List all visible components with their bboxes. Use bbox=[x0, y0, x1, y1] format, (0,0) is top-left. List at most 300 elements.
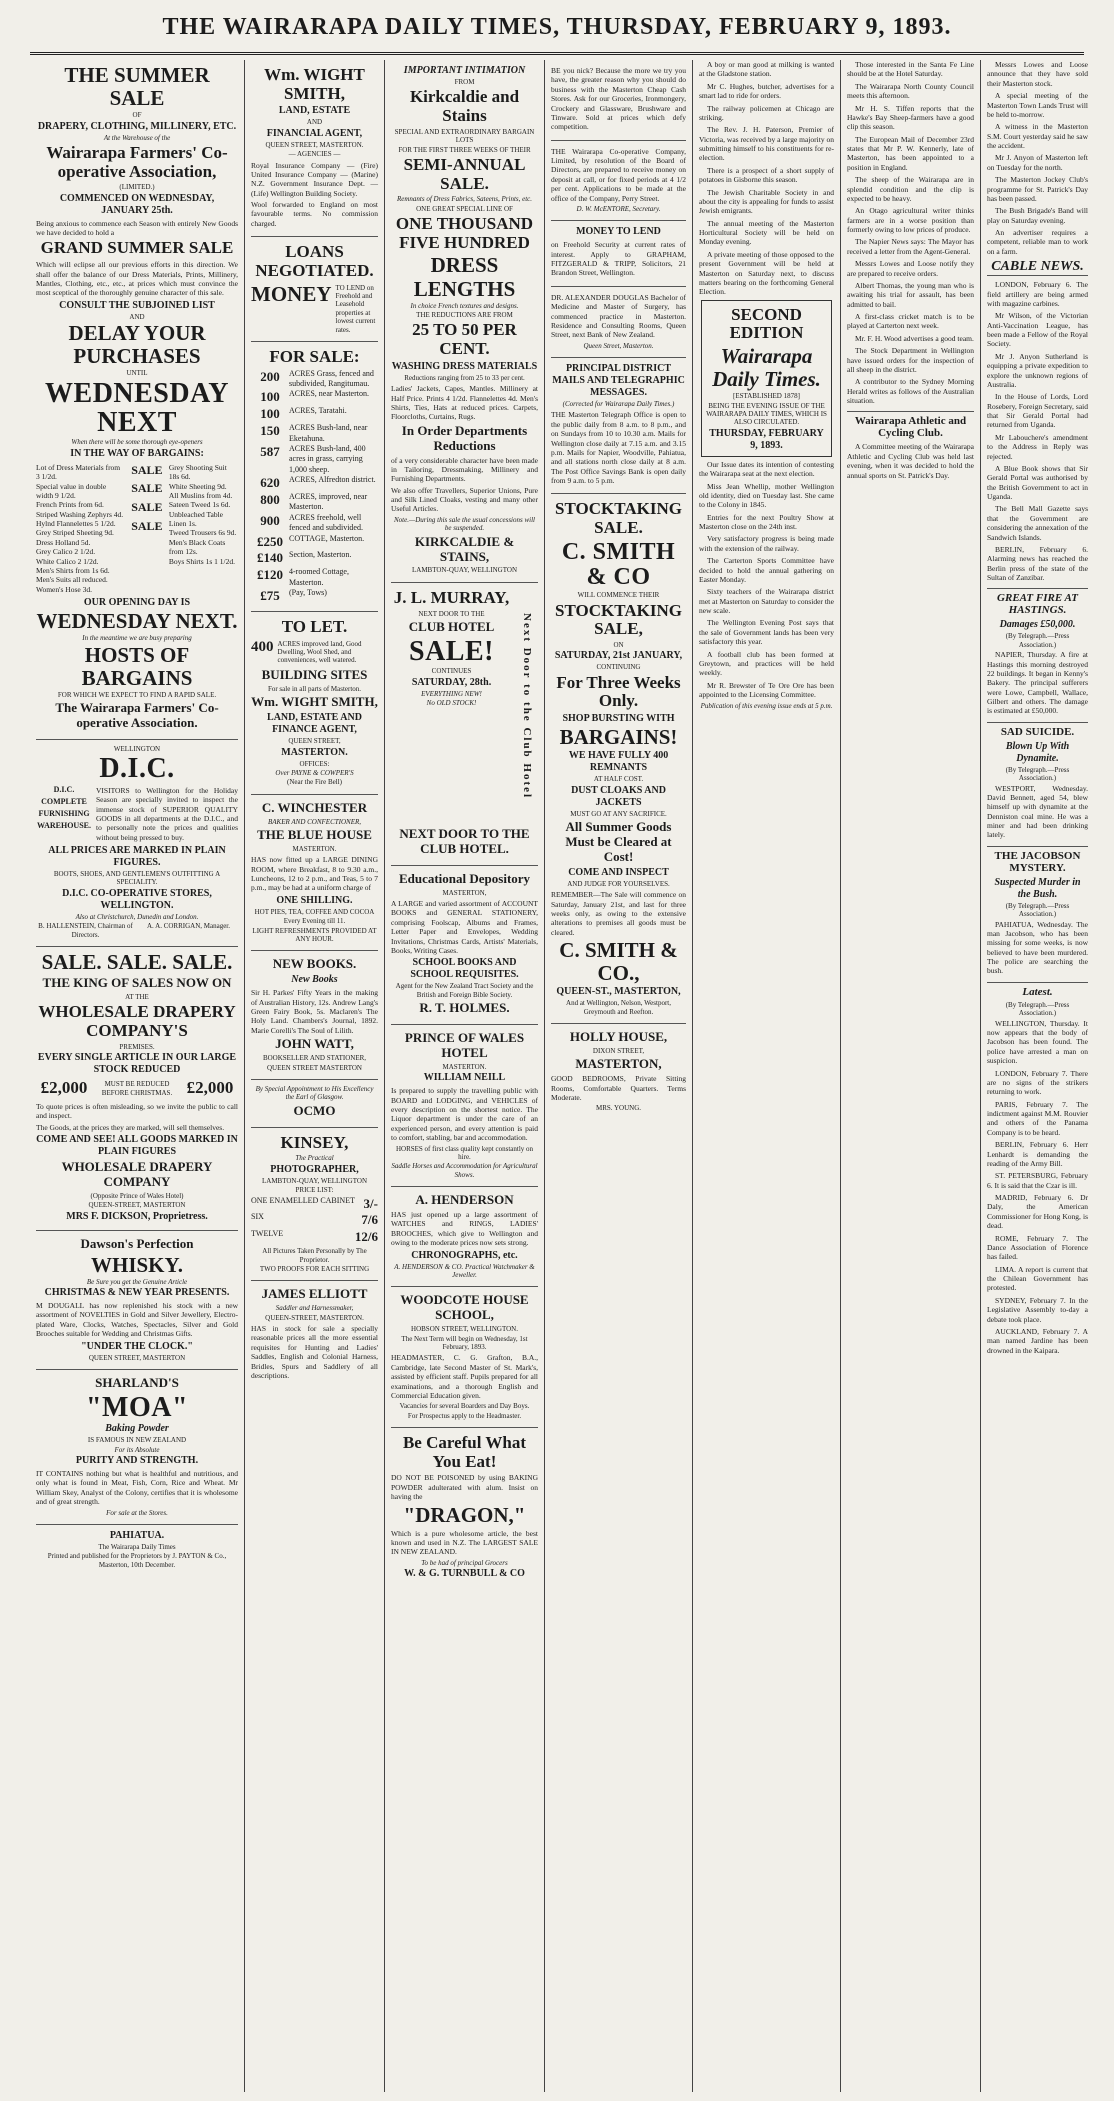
tolet-town: MASTERTON. bbox=[281, 746, 348, 758]
summer-sale-body: Which will eclipse all our previous efforts in this direction. We shall offer the balance of our Dress Materials, Prints, Millinery, Mantles, Clothing, etc., etc., at prices which must convince the most sceptical of the thoroughly genuine character of this sale. bbox=[36, 260, 238, 298]
murray-cont: CONTINUES bbox=[431, 667, 472, 676]
news-paragraph: A contributor to the Sydney Morning Herald writes as follows of the Australian situation. bbox=[847, 377, 974, 405]
elliott-name: JAMES ELLIOTT bbox=[261, 1286, 368, 1302]
murray-name: J. L. MURRAY, bbox=[393, 587, 510, 607]
news-paragraph: A private meeting of those opposed to the present Government will be held at Masterton on Saturday next, to discuss matters bearing on the forthcoming General Election. bbox=[699, 249, 834, 297]
educational-ad bbox=[391, 866, 538, 1025]
moa-body: IT CONTAINS nothing but what is healthful and nutritious, and only what is found in Meat, Fish, Corn, Rice and Wheat. Mr William Skey, Analyst of the Colony, certifies that it is wholesome and of great strength. bbox=[36, 1469, 238, 1507]
tolet-name: Wm. WIGHT SMITH, bbox=[251, 694, 378, 710]
coop-deposit-body: THE Wairarapa Co-operative Company, Limited, by resolution of the Board of Directors, are prepared to receive money on deposit at call, or for fixed periods at 4 1/2 per cent. Applications to be made at the office of the Company, Perry Street. bbox=[551, 146, 686, 203]
wholesale-queen: QUEEN-STREET, MASTERTON bbox=[88, 1201, 186, 1210]
kinsey-two: TWO PROOFS FOR EACH SITTING bbox=[259, 1264, 370, 1273]
property-amount: £140 bbox=[257, 550, 283, 566]
property-row bbox=[251, 513, 378, 534]
property-description: ACRES, Taratahi. bbox=[289, 406, 347, 416]
whisky-big: WHISKY. bbox=[90, 1252, 183, 1277]
summer-sale-of: OF bbox=[132, 111, 142, 120]
books-trade: BOOKSELLER AND STATIONER, bbox=[262, 1054, 367, 1063]
property-amount: 100 bbox=[260, 406, 280, 422]
wight-smith-ad bbox=[251, 60, 378, 237]
stock-for3: For Three Weeks Only. bbox=[556, 672, 681, 711]
list-item: Boys Shirts 1s 1 1/2d. bbox=[168, 556, 235, 566]
money-word: MONEY bbox=[251, 281, 332, 306]
property-description: ACRES Grass, fenced and subdivided, Rangitumau. bbox=[289, 368, 374, 388]
second-edition-header bbox=[701, 300, 832, 457]
hastings-body: NAPIER, Thursday. A fire at Hastings this morning destroyed 22 buildings. It began in Kenny's Bakery. The principal sufferers were Lowe, Campbell, Wallace, Gilbert and others. The damage is estimated at £50,000. bbox=[987, 650, 1088, 716]
holly-street: DIXON STREET, bbox=[592, 1046, 645, 1055]
list-item: Unbleached Table Linen 1s. bbox=[168, 509, 223, 529]
summer-sale-consult: CONSULT THE SUBJOINED LIST bbox=[59, 299, 215, 311]
news-paragraph: A witness in the Masterton S.M. Court yesterday said he saw the accident. bbox=[987, 122, 1088, 150]
cable-paragraph: LIMA. A report is current that the Chilean Government has protested. bbox=[987, 1264, 1088, 1293]
price-value: 12/6 bbox=[354, 1229, 378, 1245]
wight-agencies: Royal Insurance Company — (Fire) United Insurance Company — (Marine) N.Z. Government Insurance Dept. — (Life) Wellington Building Society. bbox=[251, 160, 378, 198]
price-label: SIX bbox=[251, 1212, 264, 1222]
list-item: Sateen Tweed 1s 6d. bbox=[168, 500, 231, 510]
henderson-ad bbox=[391, 1187, 538, 1287]
property-row bbox=[251, 406, 378, 423]
property-description: Section, Masterton. bbox=[289, 550, 352, 560]
wholesale-king: THE KING OF SALES NOW ON bbox=[42, 975, 232, 991]
news-paragraph: The Rev. J. H. Paterson, Premier of Victoria, was received by a large majority on submitting himself to his constituents for re-election. bbox=[699, 125, 834, 163]
property-amount: 587 bbox=[260, 443, 280, 459]
sale-word: SALE bbox=[131, 518, 163, 533]
news-paragraph: Our Issue dates its intention of contesting the Wairarapa seat at the next election. bbox=[699, 459, 834, 479]
property-amount: 900 bbox=[260, 512, 280, 528]
moa-sub: Baking Powder bbox=[105, 1423, 169, 1435]
imprint-print: Printed and published for the Proprietors by J. PAYTON & Co., Masterton, 10th December. bbox=[47, 1552, 227, 1569]
news-paragraphs-3 bbox=[847, 60, 974, 405]
whisky-sub: Be Sure you get the Genuine Article bbox=[86, 1277, 188, 1286]
cable-paragraph: The Bell Mall Gazette says that the Government are considering the annexation of the Sandwich Islands. bbox=[987, 504, 1088, 542]
elliott-trade: Saddler and Harnessmaker, bbox=[275, 1304, 354, 1313]
new-books-ad bbox=[251, 951, 378, 1080]
summer-sale-grand: GRAND SUMMER SALE bbox=[40, 238, 234, 258]
sale-word: SALE bbox=[131, 481, 163, 496]
property-amount: 800 bbox=[260, 491, 280, 507]
news-paragraph: The railway policemen at Chicago are striking. bbox=[699, 103, 834, 122]
news-paragraph: A football club has been formed at Greytown, and practices will be held weekly. bbox=[699, 649, 834, 678]
stock-sig: C. SMITH & CO., bbox=[559, 938, 678, 986]
news-paragraph: Miss Jean Whellip, mother Wellington old identity, died on Tuesday last. She came to the Colony in 1845. bbox=[699, 481, 834, 510]
news-paragraph: The annual meeting of the Masterton Horticultural Society will be held on Monday evening. bbox=[699, 218, 834, 247]
masthead-rule bbox=[30, 52, 1084, 55]
elliott-body: HAS in stock for sale a specially reasonable prices all the more essential requisites for Hunting and Ladies' Saddles, English and Colonial Harness, Bridles, Spurs and Saddlery of all descriptions. bbox=[251, 1324, 378, 1380]
stock-remnants: WE HAVE FULLY 400 REMNANTS bbox=[568, 750, 669, 774]
list-item: Tweed Trousers 6s 9d. bbox=[168, 528, 237, 538]
prince-of-wales-ad bbox=[391, 1025, 538, 1187]
col4-notice-1-body: BE you nick? Because the more we try you have, the greater reason why you should do business with the Masterton Cheap Cash Stores. Ask for our Groceries, Ironmongery, Crockery and Glassware, Brushware and Tinware. Sold at prices which defy competition. bbox=[551, 66, 686, 132]
dic-plain: ALL PRICES ARE MARKED IN PLAIN FIGURES. bbox=[48, 845, 226, 869]
woodcote-addr: HOBSON STREET, WELLINGTON. bbox=[411, 1325, 518, 1334]
news-paragraphs-1 bbox=[699, 60, 834, 297]
second-edition-title: SECOND EDITION bbox=[729, 304, 804, 343]
property-row bbox=[251, 423, 378, 444]
to-let-ad bbox=[251, 612, 378, 795]
property-row bbox=[251, 492, 378, 513]
property-row bbox=[251, 475, 378, 492]
jacobson-article bbox=[987, 920, 1088, 976]
property-description: ACRES, near Masterton. bbox=[289, 389, 369, 399]
list-item: Grey Shooting Suit 18s 6d. bbox=[168, 462, 227, 482]
summer-sale-when: When there will be some thorough eye-openers bbox=[71, 438, 203, 447]
murray-club: CLUB HOTEL bbox=[408, 618, 495, 634]
wholesale-prop: MRS F. DICKSON, Proprietress. bbox=[66, 1210, 208, 1222]
news-paragraph: An Otago agricultural writer thinks farmers are in a worse position than formerly owing to low prices of produce. bbox=[847, 206, 974, 234]
coop-deposit-ad bbox=[551, 141, 686, 222]
wight-fin: FINANCIAL AGENT, bbox=[266, 127, 363, 139]
wight-agents: — AGENCIES — bbox=[288, 150, 341, 159]
stocktaking-ad bbox=[551, 494, 686, 1024]
hende-name: A. HENDERSON bbox=[415, 1192, 514, 1208]
stock-addr: QUEEN-ST., MASTERTON, bbox=[556, 986, 681, 998]
elliott-ad bbox=[251, 1281, 378, 1388]
col4-notice-1 bbox=[551, 60, 686, 141]
stock-must: MUST GO AT ANY SACRIFICE. bbox=[570, 809, 667, 818]
summer-sale-for-which: FOR WHICH WE EXPECT TO FIND A RAPID SALE. bbox=[57, 690, 217, 699]
pub-note: Publication of this evening issue ends at 5 p.m. bbox=[700, 702, 833, 711]
col1-lower bbox=[36, 1231, 238, 1576]
stock-on: ON bbox=[613, 640, 624, 649]
tolet-street: QUEEN STREET, bbox=[288, 737, 341, 746]
wholesale-amount-text: MUST BE REDUCED BEFORE CHRISTMAS. bbox=[101, 1080, 173, 1097]
list-item: All Muslins from 4d. bbox=[168, 490, 233, 500]
news-paragraph: The Carterton Sports Committee have decided to hold the annual gathering on Easter Monday. bbox=[699, 556, 834, 584]
holly-town: MASTERTON, bbox=[575, 1056, 662, 1072]
kinsey-ad bbox=[251, 1128, 378, 1282]
pow-title: PRINCE OF WALES HOTEL bbox=[404, 1030, 525, 1060]
woodcote-title: WOODCOTE HOUSE SCHOOL, bbox=[400, 1292, 529, 1323]
loans-title: LOANS NEGOTIATED. bbox=[255, 242, 374, 280]
property-amount: £75 bbox=[260, 588, 280, 604]
list-item: Men's Shirts from 1s 6d. bbox=[36, 565, 110, 575]
summer-sale-wed2: WEDNESDAY NEXT. bbox=[36, 609, 238, 634]
property-amount: 150 bbox=[260, 423, 280, 439]
sale-word: SALE bbox=[131, 500, 163, 514]
stock-will: WILL COMMENCE THEIR bbox=[577, 591, 660, 600]
holly-house-ad bbox=[551, 1024, 686, 1120]
careful-big: "DRAGON," bbox=[403, 1502, 526, 1527]
dic-side bbox=[36, 784, 92, 844]
property-row bbox=[251, 369, 378, 390]
masthead bbox=[0, 14, 1114, 41]
list-item: Striped Washing Zephyrs 4d. bbox=[36, 509, 124, 519]
kirk-orders: In Order Departments Reductions bbox=[401, 422, 528, 453]
wight-name: Wm. WIGHT SMITH, bbox=[264, 65, 365, 103]
stock-come: COME AND INSPECT bbox=[568, 866, 669, 878]
news-paragraph: Entries for the next Poultry Show at Masterton close on the 24th inst. bbox=[699, 512, 834, 531]
wight-street: QUEEN STREET, MASTERTON. bbox=[265, 140, 364, 149]
whisky-queen: QUEEN STREET, MASTERTON bbox=[88, 1353, 186, 1362]
wholesale-opp: (Opposite Prince of Wales Hotel) bbox=[90, 1191, 184, 1200]
cable-news-title: CABLE NEWS. bbox=[987, 259, 1088, 276]
news-paragraph: The Masterton Jockey Club's programme for St. Patrick's Day has been passed. bbox=[987, 175, 1088, 203]
cable-paragraph: LONDON, February 7. There are no signs of the strikers returning to work. bbox=[987, 1068, 1088, 1097]
news-paragraph: A first-class cricket match is to be played at Carterton next week. bbox=[847, 312, 974, 331]
suicide-by: (By Telegraph.—Press Association.) bbox=[1005, 765, 1070, 783]
stock-date: SATURDAY, 21st JANUARY, bbox=[554, 650, 683, 662]
dic-sig-left: B. HALLENSTEIN, Chairman of Directors. bbox=[38, 922, 133, 939]
summer-sale-delay: DELAY YOUR PURCHASES bbox=[68, 321, 206, 369]
summer-sale-in-the-way: IN THE WAY OF BARGAINS: bbox=[70, 447, 204, 459]
wight-and: AND bbox=[306, 118, 323, 127]
price-label: ONE ENAMELLED CABINET bbox=[251, 1195, 355, 1205]
summer-sale-commences: COMMENCED ON WEDNESDAY, JANUARY 25th. bbox=[59, 192, 215, 216]
woodcote-ad bbox=[391, 1287, 538, 1428]
kirk-pct: 25 TO 50 PER CENT. bbox=[412, 320, 517, 359]
kirk-semi: SEMI-ANNUAL SALE. bbox=[403, 154, 526, 193]
stock-title: STOCKTAKING SALE. bbox=[555, 499, 682, 538]
news-paragraph: Those interested in the Santa Fe Line should be at the Hotel Saturday. bbox=[847, 60, 974, 79]
property-row bbox=[251, 550, 378, 567]
summer-sale-limited: (LIMITED.) bbox=[119, 183, 155, 192]
kirk-sig: KIRKCALDIE & STAINS, bbox=[414, 533, 515, 564]
murray-row bbox=[391, 587, 538, 825]
moa-big: "MOA" bbox=[85, 1391, 189, 1423]
wholesale-goods: The Goods, at the prices they are marked, will sell themselves. bbox=[36, 1122, 225, 1132]
kirk-from: FROM bbox=[454, 78, 475, 86]
news-paragraph: A special meeting of the Masterton Town Lands Trust will be held to-morrow. bbox=[987, 91, 1088, 119]
property-row bbox=[251, 588, 378, 605]
woodcote-fees: Vacancies for several Boarders and Day Boys. bbox=[399, 1402, 530, 1411]
dic-signatures bbox=[36, 922, 238, 939]
cable-paragraph: Mr J. Anyon Sutherland is equipping a private expedition to explore the unknown regions of Australia. bbox=[987, 351, 1088, 389]
stock-cont: CONTINUING bbox=[596, 663, 641, 672]
wholesale-amount-2: £2,000 bbox=[186, 1078, 234, 1098]
kirk-reductions: THE REDUCTIONS ARE FROM bbox=[416, 311, 513, 320]
woodcote-body: HEADMASTER, C. G. Grafton, B.A., Cambridge, late Second Master of St. Mark's, assisted by efficient staff. Pupils prepared for all examinations, and a thorough English and Commercial Education given. bbox=[391, 1353, 538, 1400]
kirk-we: We also offer Travellers, Superior Unions, Pure and Silk Lined Cloaks, vesting and many other Useful Articles. bbox=[391, 485, 538, 514]
murray-next2: NEXT DOOR TO THE CLUB HOTEL. bbox=[399, 825, 530, 856]
books-title: NEW BOOKS. bbox=[272, 956, 357, 972]
wholesale-ad bbox=[36, 947, 238, 1231]
dic-also: Also at Christchurch, Dunedin and London. bbox=[75, 912, 199, 921]
kirk-for3: FOR THE FIRST THREE WEEKS OF THEIR bbox=[398, 145, 531, 154]
cable-news-paragraphs bbox=[987, 280, 1088, 582]
books-list: Sir H. Parkes' Fifty Years in the making of Australian History, 12s. Andrew Lang's Green Fairy Book, 5s. Maclaren's The Holy Land. Chambers's Journal, 1892. Marie Corelli's The Soul of Lilith. bbox=[251, 988, 378, 1035]
summer-sale-intro: Being anxious to commence each Season with entirely New Goods we have decided to hold a bbox=[36, 218, 238, 238]
holly-body: GOOD BEDROOMS, Private Sitting Rooms, Comfortable Quarters. Terms Moderate. bbox=[551, 1074, 686, 1103]
stock-sale: STOCKTAKING SALE, bbox=[555, 600, 682, 639]
price-value: 3/- bbox=[363, 1195, 378, 1211]
property-amount: £250 bbox=[257, 533, 283, 549]
cable-paragraph: MADRID, February 6. Dr Daly, the American Commissioner for Hong Kong, is dead. bbox=[987, 1193, 1088, 1231]
pow-body: Is prepared to supply the travelling public with BOARD and LODGING, and VEHICLES of every description on the shortest notice. The Liquor department is under the care of an experienced person, and every attention is paid to comfort, stabling, bar and accommodation. bbox=[391, 1086, 538, 1143]
news-paragraph: The sheep of the Wairarapa are in splendid condition and the clip is expected to be heavy. bbox=[847, 175, 974, 203]
winchester-one: ONE SHILLING. bbox=[276, 894, 353, 906]
whisky-ad bbox=[36, 1231, 238, 1370]
murray-no: No OLD STOCK! bbox=[426, 699, 477, 708]
dic-title: D.I.C. bbox=[99, 753, 175, 785]
list-item: Grey Striped Sheeting 9d. bbox=[36, 528, 114, 538]
hair-body: An advertiser requires a competent, reliable man to work on a farm. bbox=[987, 228, 1088, 256]
kirk-washing: WASHING DRESS MATERIALS bbox=[391, 360, 538, 372]
edu-title: Educational Depository bbox=[398, 870, 531, 886]
summer-sale-meantime: In the meantime we are busy preparing bbox=[82, 634, 192, 643]
stock-half: AT HALF COST. bbox=[593, 775, 644, 784]
imprint-name: PAHIATUA. bbox=[109, 1529, 165, 1541]
building-sites-text: For sale in all parts of Masterton. bbox=[267, 684, 362, 693]
money-lend-title: MONEY TO LEND bbox=[576, 226, 661, 238]
murray-sat: SATURDAY, 28th. bbox=[411, 676, 492, 688]
latest-body: WELLINGTON, Thursday. It now appears that the body of Jacobson has been found. The police have arrested a man on suspicion. bbox=[987, 1018, 1088, 1066]
price-row bbox=[251, 1196, 378, 1213]
kirkcaldie-ad bbox=[391, 60, 538, 583]
money-text: TO LEND on Freehold and Leasehold properties at lowest current rates. bbox=[335, 283, 376, 334]
news-paragraph: Mr. F. H. Wood advertises a good team. bbox=[855, 333, 974, 343]
summer-sale-assoc2: The Wairarapa Farmers' Co-operative Association. bbox=[55, 700, 219, 731]
cocoa-ad bbox=[251, 1080, 378, 1128]
winchester-body: HAS now fitted up a LARGE DINING ROOM, where Breakfast, 8 to 9.30 a.m., Luncheons, 12 to 2 p.m., and Teas, 5 to 7 p.m., may be had at a uniform charge of bbox=[251, 855, 378, 893]
news-paragraph: The Bush Brigade's Band will play on Saturday evening. bbox=[987, 206, 1088, 225]
news-paragraph: The Wellington Evening Post says that the sale of Government lands has been very satisfactory this year. bbox=[699, 618, 834, 647]
property-description: ACRES freehold, well fenced and subdivided. bbox=[289, 512, 363, 533]
sale-word: SALE bbox=[131, 462, 163, 477]
elliott-addr: QUEEN-STREET, MASTERTON. bbox=[265, 1313, 364, 1322]
cable-paragraph: PARIS, February 7. The indictment against M.M. Rouvier and others of the Panama Company is to be heard. bbox=[987, 1099, 1088, 1137]
bargain-list-right bbox=[169, 463, 238, 594]
second-edition-est: [ESTABLISHED 1878] bbox=[733, 392, 800, 401]
postal-sub: (Corrected for Wairarapa Daily Times.) bbox=[562, 400, 675, 409]
list-item: Grey Calico 2 1/2d. bbox=[36, 547, 96, 557]
cable-paragraph: AUCKLAND, February 7. A man named Jardine has been drowned in the Kaipara. bbox=[987, 1326, 1088, 1355]
stock-bargains: BARGAINS! bbox=[559, 725, 678, 750]
kinsey-addr: LAMBTON-QUAY, WELLINGTON bbox=[262, 1176, 367, 1185]
winchester-trade: BAKER AND CONFECTIONER, bbox=[267, 817, 361, 826]
cable-paragraph: BERLIN, February 6. Herr Lenhardt is demanding the reading of the Army Bill. bbox=[987, 1140, 1088, 1168]
stock-shop: SHOP BURSTING WITH bbox=[562, 713, 675, 725]
to-let-text: ACRES improved land, Good Dwelling, Wool Shed, and conveniences, well watered. bbox=[277, 639, 362, 665]
column-7 bbox=[980, 60, 1094, 2092]
winchester-shop: THE BLUE HOUSE bbox=[257, 827, 372, 843]
murray-next: NEXT DOOR TO THE bbox=[418, 609, 485, 618]
moa-ad bbox=[36, 1370, 238, 1525]
price-label: TWELVE bbox=[251, 1229, 284, 1239]
col1-lower-left bbox=[36, 1231, 238, 1576]
dic-body: VISITORS to Wellington for the Holiday Season are specially invited to inspect the immense stock of SUPERIOR QUALITY GOODS in all departments at the D.I.C., and to personally note the prices and qualities without being pressed to buy. bbox=[96, 785, 238, 842]
dic-ad bbox=[36, 740, 238, 947]
list-item: Special value in double width 9 1/2d. bbox=[36, 481, 107, 500]
property-description: ACRES, Alfredton district. bbox=[289, 475, 376, 485]
edu-sch: SCHOOL BOOKS AND SCHOOL REQUISITES. bbox=[410, 957, 519, 981]
winchester-lr: LIGHT REFRESHMENTS PROVIDED AT ANY HOUR. bbox=[252, 926, 377, 944]
summer-sale-hosts: HOSTS OF BARGAINS bbox=[81, 642, 193, 690]
hende-chrono: CHRONOGRAPHS, etc. bbox=[411, 1249, 518, 1261]
property-description: ACRES Bush-land, near Eketahuna. bbox=[289, 423, 368, 443]
news-paragraph: Mr J. Anyon of Masterton left on Tuesday for the north. bbox=[987, 153, 1088, 172]
tolet-role: LAND, ESTATE AND FINANCE AGENT, bbox=[267, 712, 362, 736]
kirk-special: SPECIAL AND EXTRAORDINARY BARGAIN LOTS bbox=[394, 127, 535, 145]
property-amount: 200 bbox=[260, 368, 280, 384]
for-sale-title: FOR SALE: bbox=[269, 346, 360, 366]
pow-extra: Saddle Horses and Accommodation for Agricultural Shows. bbox=[391, 1162, 538, 1179]
property-amount: £120 bbox=[257, 567, 283, 583]
wholesale-sale: SALE. SALE. SALE. bbox=[41, 949, 233, 974]
postal-body: THE Masterton Telegraph Office is open to the public daily from 8 a.m. to 8 p.m., and on Sundays from 10 to 10.30 a.m. Mails for Wellington close daily at 7.15 a.m. and 3.15 p.m. Mails for Napier, Woodville, Pahiatua, and all stations north close daily at 8 a.m. The Post Office Savings Bank is open daily from 9 a.m. to 5 p.m. bbox=[551, 410, 686, 486]
news-paragraph: The Napier News says: The Mayor has received a letter from the Agent-General. bbox=[847, 237, 974, 256]
postal-title: PRINCIPAL DISTRICT MAILS AND TELEGRAPHIC MESSAGES. bbox=[552, 363, 685, 399]
dic-side-line: FURNISHING bbox=[38, 808, 90, 818]
latest-article bbox=[987, 1019, 1088, 1066]
money-row bbox=[251, 283, 378, 335]
suicide-article bbox=[987, 784, 1088, 840]
douglas-body: DR. ALEXANDER DOUGLAS Bachelor of Medicine and Master of Surgery, has commenced practice in Masterton. Residence and Consulting Rooms, Queen Street, next Bank of New Zealand. bbox=[551, 292, 686, 340]
list-item: Men's Suits all reduced. bbox=[36, 575, 108, 585]
hastings-sub: Damages £50,000. bbox=[999, 619, 1076, 631]
cable-paragraph: BERLIN, February 6. Alarming news has reached the Berlin press of the state of the Sultan of Zanzibar. bbox=[987, 544, 1088, 582]
cable-paragraph: In the House of Lords, Lord Rosebery, Foreign Secretary, said that Sir Gerald Portal had returned from Uganda. bbox=[987, 392, 1088, 430]
property-description: (Pay, Tows) bbox=[289, 588, 327, 598]
summer-sale-and: AND bbox=[129, 312, 145, 321]
careful-body: Which is a pure wholesome article, the best known and used in N.Z. The LARGEST SALE IN NEW ZEALAND. bbox=[391, 1528, 538, 1557]
news-paragraphs-2 bbox=[699, 460, 834, 700]
to-let-row bbox=[251, 639, 378, 666]
for-sale-list bbox=[251, 369, 378, 605]
wac-title: Wairarapa Athletic and Cycling Club. bbox=[847, 411, 974, 439]
cable-paragraph: ROME, February 7. The Dance Association of Florence has failed. bbox=[987, 1233, 1088, 1262]
news-paragraph: A boy or man good at milking is wanted at the Gladstone station. bbox=[699, 60, 834, 79]
summer-sale-line2: At the Warehouse of the bbox=[103, 133, 171, 142]
property-amount: 620 bbox=[260, 475, 280, 491]
property-row bbox=[251, 567, 378, 588]
price-value: 7/6 bbox=[361, 1212, 378, 1228]
winchester-hot: HOT PIES, TEA, COFFEE AND COCOA bbox=[254, 907, 375, 916]
moa-foot: For sale at the Stores. bbox=[106, 1508, 168, 1517]
careful-sig: W. & G. TURNBULL & CO bbox=[404, 1568, 525, 1580]
edu-body: A LARGE and varied assortment of ACCOUNT BOOKS and GENERAL STATIONERY, comprising Foolscap, Albums and Frames, Letter Paper and Envelopes, Wedding Invitations, Christmas Cards, Artists' Materials, Books, Writing Cases. bbox=[391, 899, 538, 955]
sale-words bbox=[129, 461, 165, 596]
winchester-every: Every Evening till 11. bbox=[283, 917, 346, 926]
kirk-name: Kirkcaldie and Stains bbox=[409, 87, 520, 126]
suicide-body: WESTPORT, Wednesday. David Bennett, aged 54, blew himself up with dynamite at the Denniston coal mine. He was a miner and had been drinking lately. bbox=[987, 783, 1088, 840]
news-paragraph: Very satisfactory progress is being made with the extension of the railway. bbox=[699, 534, 834, 553]
news-paragraph: The Wairarapa North County Council meets this afternoon. bbox=[847, 81, 974, 101]
summer-sale-line1: DRAPERY, CLOTHING, MILLINERY, ETC. bbox=[37, 120, 237, 132]
edu-name: R. T. HOLMES. bbox=[419, 1000, 510, 1016]
column-5 bbox=[692, 60, 840, 2092]
to-let-title: TO LET. bbox=[281, 617, 348, 636]
dic-place: WELLINGTON bbox=[113, 745, 161, 753]
hastings-by: (By Telegraph.—Press Association.) bbox=[1005, 632, 1070, 649]
wholesale-every: EVERY SINGLE ARTICLE IN OUR LARGE STOCK REDUCED bbox=[37, 1052, 237, 1076]
hastings-article bbox=[987, 650, 1088, 716]
wholesale-premises: PREMISES. bbox=[119, 1042, 155, 1051]
news-paragraph: Mr R. Brewster of Te Ore Ore has been appointed to the Licensing Committee. bbox=[699, 680, 834, 699]
imprint bbox=[36, 1525, 238, 1576]
stock-and: And at Wellington, Nelson, Westport, Greymouth and Reefton. bbox=[566, 999, 671, 1016]
kirk-one: ONE GREAT SPECIAL LINE OF bbox=[416, 204, 513, 213]
wholesale-come: COME AND SEE! ALL GOODS MARKED IN PLAIN FIGURES bbox=[36, 1133, 238, 1157]
second-edition-date: THURSDAY, FEBRUARY 9, 1893. bbox=[709, 427, 824, 451]
kirk-kicker: IMPORTANT INTIMATION bbox=[403, 65, 526, 76]
winchester-ad bbox=[251, 795, 378, 952]
murray-every: EVERYTHING NEW! bbox=[421, 689, 482, 698]
jacobson-title: THE JACOBSON MYSTERY. bbox=[987, 846, 1088, 874]
list-item: Women's Hose 3d. bbox=[36, 584, 92, 594]
jacobson-sub: Suspected Murder in the Bush. bbox=[994, 876, 1081, 900]
hastings-title: GREAT FIRE AT HASTINGS. bbox=[987, 588, 1088, 616]
to-let-number: 400 bbox=[251, 638, 274, 655]
cable-paragraph: ST. PETERSBURG, February 6. It is said that the Czar is ill. bbox=[987, 1171, 1088, 1190]
hende-body: HAS just opened up a large assortment of WATCHES and RINGS, LADIES' BROOCHES, which give to Wellington and owing to the moderate prices now sets strong. bbox=[391, 1210, 538, 1248]
summer-sale-opening: OUR OPENING DAY IS bbox=[83, 597, 191, 609]
property-description: ACRES, improved, near Masterton. bbox=[289, 491, 368, 512]
price-row bbox=[251, 1229, 378, 1246]
news-paragraph: Albert Thomas, the young man who is awaiting his trial for assault, has been admitted to bail. bbox=[847, 280, 974, 309]
list-item: Hylnd Flannelettes 5 1/2d. bbox=[36, 519, 116, 529]
kirk-wash-text: Reductions ranging from 25 to 33 per cent. bbox=[404, 373, 525, 382]
wac-article bbox=[847, 442, 974, 480]
